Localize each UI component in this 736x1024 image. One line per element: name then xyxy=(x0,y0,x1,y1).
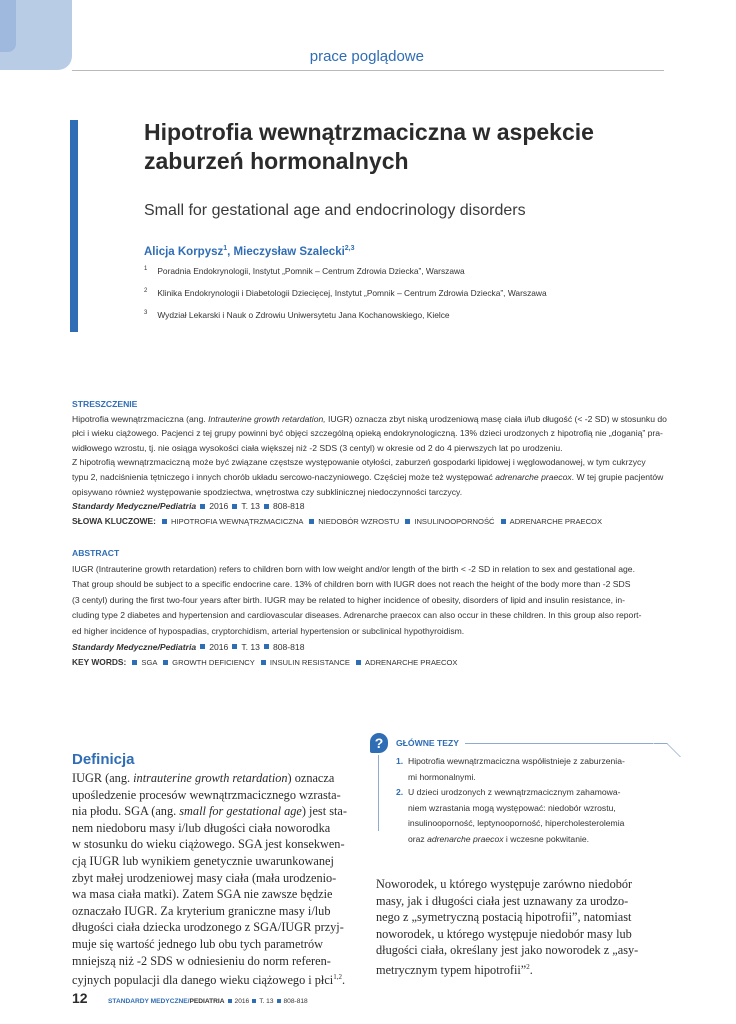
article-title xyxy=(144,118,664,176)
section-label: prace poglądowe xyxy=(309,48,424,65)
list-item: 1. Hipotrofia wewnątrzmaciczna współistnieje z zaburzenia- mi hormonalnymi. xyxy=(396,756,625,782)
square-bullet-icon xyxy=(356,660,361,665)
keyword: SGA xyxy=(141,658,158,668)
keyword: GROWTH DEFICIENCY xyxy=(172,658,255,668)
footer xyxy=(72,990,666,1008)
abstract-heading: ABSTRACT xyxy=(72,548,120,558)
keyword: ADRENARCHE PRAECOX xyxy=(509,516,603,526)
body-line: nego z „symetryczną postacią hipotrofii”, natomiast xyxy=(376,910,632,925)
body-line: wa masa ciała matki). Zatem SGA nie zawsze będzie xyxy=(72,887,333,902)
keywords-line: KEY WORDS: SGA GROWTH DEFICIENCY INSULIN RESISTANCE ADRENARCHE PRAECOX xyxy=(72,657,458,668)
body-line: zbyt małej urodzeniowej masy ciała (mała urodzenio- xyxy=(72,870,337,885)
title-accent-bar xyxy=(70,120,78,332)
abstract-line: płci i wieku ciążowego. Pacjenci z tej grupy powinni być objęci szczególną opieką endokrynologiczną. 13% dzieci urodzonych z hipotrofią nie „doganią” pra- xyxy=(72,428,663,439)
abstract-line: ed higher incidence of hypospadias, cryptorchidism, arterial hypertension or subclinical hypothyroidism. xyxy=(72,625,465,636)
affiliation: $^1$ Poradnia Endokrynologii, Instytut „Pomnik – Centrum Zdrowia Dziecka”, Warszawa xyxy=(144,266,465,276)
abstract-line: (3 centyl) during the first two-four years after birth. IUGR may be related to higher incidence of obesity, disorders of lipid and insulin resistance, in- xyxy=(72,594,625,605)
square-bullet-icon xyxy=(200,644,205,649)
authors: Alicja Korpysz$^1$, Mieczysław Szalecki$^{2,3}$ xyxy=(144,245,355,258)
square-bullet-icon xyxy=(232,644,237,649)
keywords-line: SŁOWA KLUCZOWE: HIPOTROFIA WEWNĄTRZMACICZNA NIEDOBÓR WZROSTU INSULINOOPORNOŚĆ ADRENARCHE PRAECOX xyxy=(72,515,603,526)
footer-citation: STANDARDY MEDYCZNE/PEDIATRIA 2016 T. 13 808-818 xyxy=(108,998,308,1005)
abstract-line: IUGR (Intrauterine growth retardation) refers to children born with low weight and/or length of the birth < -2 SD in relation to sex and gestational age. xyxy=(72,563,635,574)
key-points-list xyxy=(396,754,658,847)
abstract-line: Z hipotrofią wewnątrzmaciczną może być związane częstsze występowanie otyłości, zaburzeń gospodarki lipidowej i węglowodanowej, w tym cukrzycy xyxy=(72,457,646,468)
abstract-line: opisywano również występowanie spodziectwa, wnętrostwa czy subklinicznej niedoczynności tarczycy. xyxy=(72,486,463,497)
square-bullet-icon xyxy=(264,504,269,509)
abstract-section xyxy=(72,546,666,671)
author-name: Mieczysław Szalecki xyxy=(233,245,345,258)
body-line: IUGR (ang. intrauterine growth retardation) oznacza xyxy=(72,771,335,785)
title-line-1: Hipotrofia wewnątrzmaciczna w aspekcie xyxy=(144,119,594,145)
header-rule xyxy=(72,70,664,71)
body-line: metrycznym typem hipotrofii”$^2$. xyxy=(376,962,533,978)
abstract-line: cluding type 2 diabetes and hypertension and cardiovascular diseases. Adrenarche praecox can also occur in these children. In this group also report- xyxy=(72,610,642,621)
square-bullet-icon xyxy=(264,644,269,649)
affiliation: $^2$ Klinika Endokrynologii i Diabetologii Dziecięcej, Instytut „Pomnik – Centrum Zdrowia Dziecka”, Warszawa xyxy=(144,288,547,298)
square-bullet-icon xyxy=(232,504,237,509)
keyword: NIEDOBÓR WZROSTU xyxy=(318,516,400,526)
abstract-line: Hipotrofia wewnątrzmaciczna (ang. Intrauterine growth retardation, IUGR) oznacza zbyt niską urodzeniową masę ciała i/lub długość (< -2 SD) w stosunku do xyxy=(72,413,667,424)
body-line: masy, jak i długości ciała jest uznawany za urodzo- xyxy=(376,893,629,908)
square-bullet-icon xyxy=(252,999,256,1003)
keyword: INSULINOOPORNOŚĆ xyxy=(414,516,495,526)
body-line: cją IUGR lub wynikiem genetycznie uwarunkowanej xyxy=(72,853,334,868)
square-bullet-icon xyxy=(309,519,314,524)
keyword: INSULIN RESISTANCE xyxy=(269,658,350,668)
section-heading: Definicja xyxy=(72,751,135,768)
streszczenie-section xyxy=(72,397,666,529)
body-line: w stosunku do wieku ciążowego. SGA jest konsekwen- xyxy=(72,837,345,852)
article-subtitle: Small for gestational age and endocrinology disorders xyxy=(144,202,526,219)
square-bullet-icon xyxy=(228,999,232,1003)
citation-line: Standardy Medyczne/Pediatria 2016 T. 13 808-818 xyxy=(72,641,305,652)
box-rule xyxy=(465,743,653,744)
page-number: 12 xyxy=(72,990,88,1006)
body-line: muje się wartość jednego lub obu tych parametrów xyxy=(72,936,323,951)
body-line: nia płodu. SGA (ang. small for gestational age) jest sta- xyxy=(72,804,347,819)
body-line: mniejszą niż -2 SDS w odniesieniu do norm referen- xyxy=(72,953,331,968)
square-bullet-icon xyxy=(261,660,266,665)
box-left-rule xyxy=(378,755,379,831)
citation-line: Standardy Medyczne/Pediatria 2016 T. 13 808-818 xyxy=(72,501,305,512)
body-line: długości ciała, określany jest jako noworodek z „asy- xyxy=(376,943,639,958)
streszczenie-heading: STRESZCZENIE xyxy=(72,399,138,409)
question-icon: ? xyxy=(370,733,388,753)
square-bullet-icon xyxy=(405,519,410,524)
body-line: Noworodek, u którego występuje zarówno niedobór xyxy=(376,877,633,891)
abstract-line: widłowego wzrostu, tj. nie osiąga wysokości ciała większej niż -2 SDS (3 centyl) w okresie od 2 do 4 pierwszych lat po urodzeniu. xyxy=(72,442,563,453)
title-line-2: zaburzeń hormonalnych xyxy=(144,148,409,174)
list-item: 2. U dzieci urodzonych z wewnątrzmacicznym zahamowa- niem wzrastania mogą występować: niedobór wzrostu, insulinooporność, leptynooporność, hipercholesterolemia oraz adrenarche praecox i wczesne pokwitanie. xyxy=(396,787,625,844)
body-line: cyjnych populacji dla danego wieku ciążowego i płci$^{1,2}$. xyxy=(72,973,346,988)
author-name: Alicja Korpysz xyxy=(144,245,224,258)
square-bullet-icon xyxy=(163,660,168,665)
body-line: oznaczało IUGR. Za kryterium graniczne masy i/lub xyxy=(72,903,331,918)
abstract-line: typu 2, nadciśnienia tętniczego i innych chorób układu sercowo-naczyniowego. Częściej może też występować adrenarche praecox. W tej grupie pacjentów xyxy=(72,471,664,482)
definicja-body xyxy=(72,770,362,989)
key-points-box xyxy=(370,733,666,863)
body-line: noworodek, u którego występuje niedobór masy lub xyxy=(376,926,632,941)
square-bullet-icon xyxy=(277,999,281,1003)
square-bullet-icon xyxy=(200,504,205,509)
abstract-line: That group should be subject to a specific endocrine care. 13% of children born with IUGR does not reach the height of the body more than -2 SDS xyxy=(72,579,631,590)
body-line: nem niedoboru masy i/lub długości ciała noworodka xyxy=(72,820,331,835)
right-column-body xyxy=(376,876,668,979)
key-points-heading: GŁÓWNE TEZY xyxy=(396,738,460,748)
keyword: ADRENARCHE PRAECOX xyxy=(365,658,458,668)
keyword: HIPOTROFIA WEWNĄTRZMACICZNA xyxy=(171,516,304,526)
square-bullet-icon xyxy=(501,519,506,524)
page-tab-decoration xyxy=(0,0,72,70)
body-line: długości ciała dziecka urodzonego z SGA/IUGR przyj- xyxy=(72,920,344,935)
square-bullet-icon xyxy=(162,519,167,524)
affiliation: $^3$ Wydział Lekarski i Nauk o Zdrowiu Uniwersytetu Jana Kochanowskiego, Kielce xyxy=(144,310,450,320)
square-bullet-icon xyxy=(132,660,137,665)
body-line: upośledzenie procesów wewnątrzmacicznego wzrasta- xyxy=(72,787,341,802)
